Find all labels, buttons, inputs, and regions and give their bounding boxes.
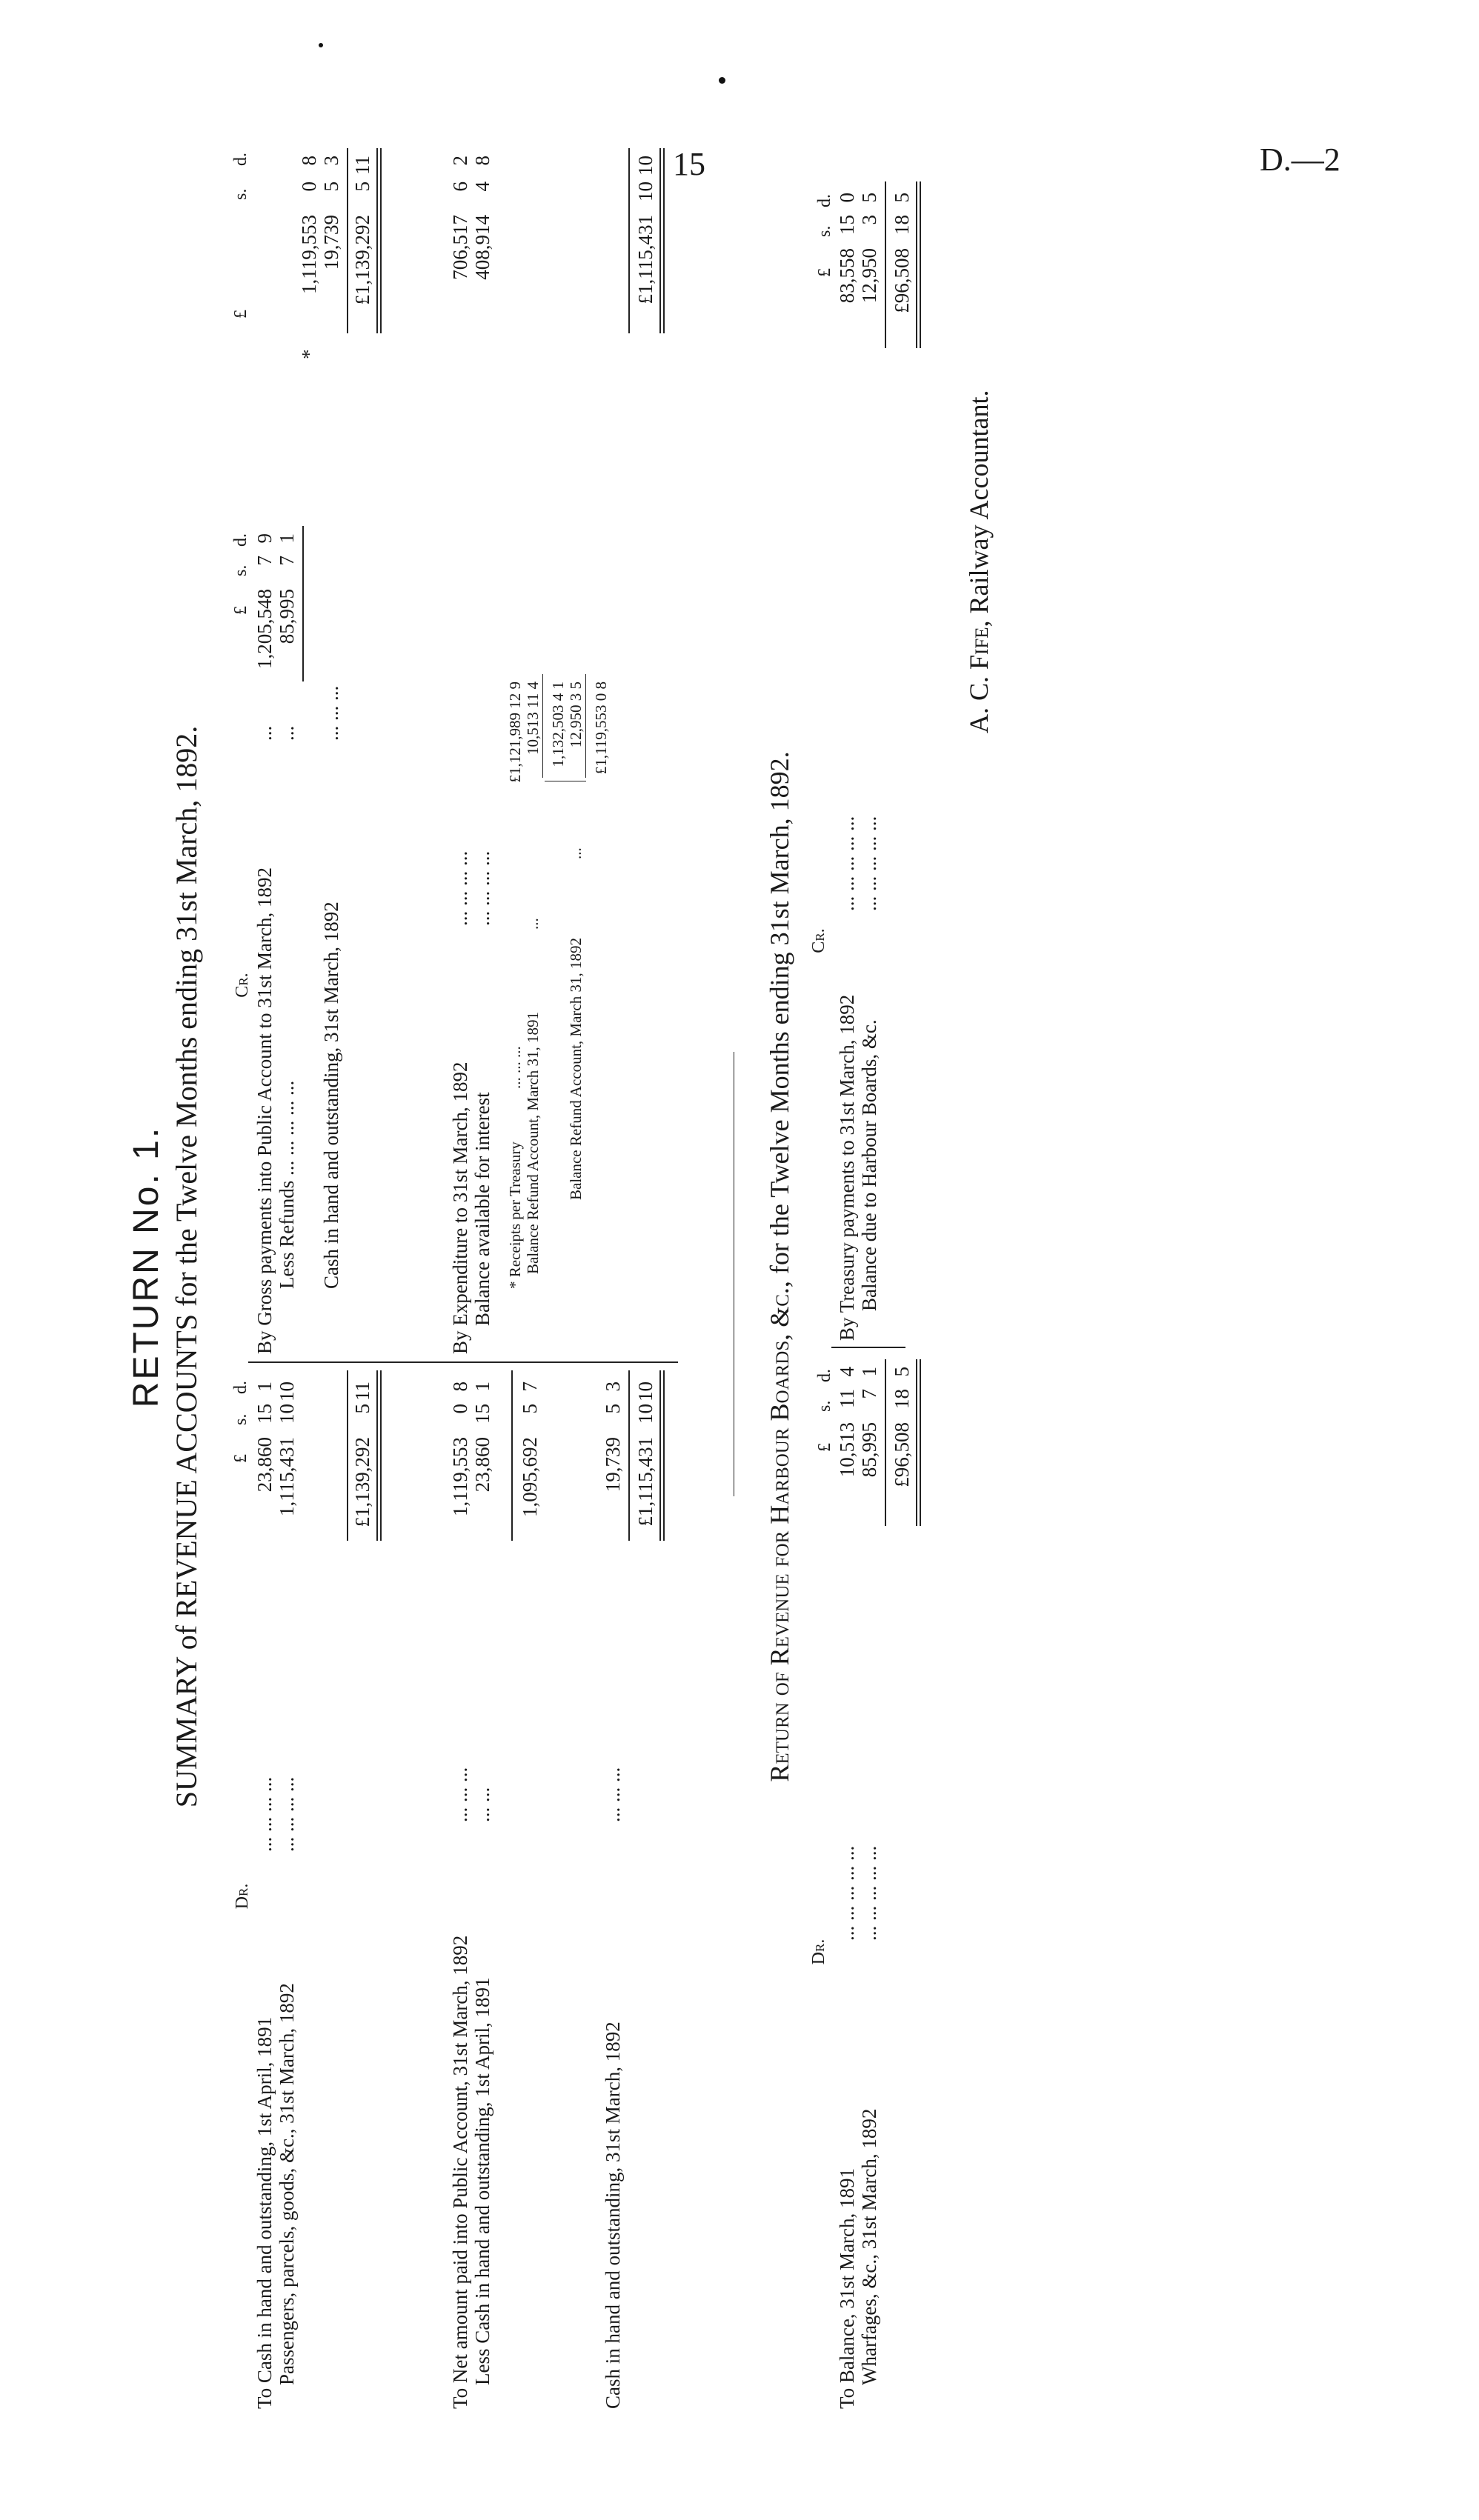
dr-row-4-dots: ... ... [471, 1787, 493, 1822]
harbour-dr-total-double-rule [916, 1359, 917, 1526]
harbour-cr-label: Cr. [809, 928, 828, 953]
cr-row-1-dots: ... [253, 725, 276, 741]
cr-mid-d-header: d. [231, 533, 250, 547]
return-title: RETURN No. 1. [127, 1125, 166, 1408]
cr-total-1-double-rule [376, 148, 378, 333]
harbour-dr-row-1-dots: ... ... ... ... ... [836, 1845, 858, 1941]
dr-row-2-s: 10 [276, 1404, 298, 1424]
harbour-dr-total-d: 5 [891, 1367, 913, 1377]
cr-row-3-dots: ... ... ... ... [449, 850, 471, 926]
footnote-total-amount: £1,119,553 0 8 [592, 681, 610, 775]
harbour-cr-row-1-dots: ... ... ... ... ... [836, 816, 858, 911]
dr-total-1-d: 11 [351, 1381, 373, 1401]
cr-right-pound-header: £ [231, 310, 250, 319]
harbour-divider [831, 1347, 905, 1348]
dr-row-1-pounds: 23,860 [253, 1437, 276, 1493]
dr-total-2-double-rule-2 [663, 1370, 665, 1541]
harbour-cr-total-pounds: £96,508 [891, 248, 913, 313]
dr-d-header: d. [231, 1381, 250, 1394]
harbour-cr-pound-header: £ [815, 268, 834, 277]
cr-row-3-pounds: 706,517 [449, 215, 471, 280]
harbour-cr-row-2-s: 3 [858, 215, 880, 225]
harbour-cr-total-s: 18 [891, 215, 913, 235]
cr-row-2-s: 7 [276, 556, 298, 566]
harbour-dr-total-s: 18 [891, 1389, 913, 1409]
harbour-cr-row-1-d: 0 [836, 193, 858, 203]
cr-net-d: 8 [298, 156, 320, 166]
cr-net-marker: * [298, 349, 320, 359]
footnote-rule-1 [542, 674, 543, 778]
dr-row-5-dots: ... ... ... [602, 1767, 624, 1822]
dr-s-header: s. [231, 1413, 250, 1425]
harbour-cr-total-double-rule-2 [920, 181, 921, 348]
dr-row-2-label: Passengers, parcels, goods, &c., 31st March, 1892 [276, 1983, 298, 2385]
cr-total-1-s: 5 [351, 181, 373, 192]
cr-row-2-pounds: 85,995 [276, 589, 298, 644]
cr-row-2-label: Less Refunds ... ... ... ... ... [276, 1080, 298, 1289]
dr-total-1-s: 5 [351, 1404, 373, 1414]
dr-row-4-s: 15 [471, 1404, 493, 1424]
cr-row-1-pounds: 1,205,548 [253, 589, 276, 669]
cr-row-3-s: 6 [449, 181, 471, 192]
dr-row-2-d: 10 [276, 1381, 298, 1401]
cr-row-1-s: 7 [253, 556, 276, 566]
footnote-receipts-amount: £1,121,989 12 9 [506, 681, 524, 783]
harbour-cr-d-header: d. [815, 194, 834, 207]
speck [719, 77, 725, 84]
signature [963, 390, 994, 733]
dr-row-2-dots: ... ... ... ... [276, 1776, 298, 1852]
document-id: D.—2 [1260, 141, 1340, 178]
footnote-subtotal-amount: 1,132,503 4 1 [549, 681, 567, 767]
harbour-cr-row-2-dots: ... ... ... ... ... [858, 816, 880, 911]
cr-label: Cr. [233, 973, 252, 998]
cr-total-1-pounds: £1,139,292 [351, 215, 373, 305]
dr-row-1-s: 15 [253, 1404, 276, 1424]
dr-total-1-pounds: £1,139,292 [351, 1437, 373, 1527]
harbour-dr-row-2-d: 1 [858, 1367, 880, 1377]
rotated-content [111, 119, 1371, 2415]
cr-net-s: 0 [298, 181, 320, 192]
summary-title-prefix: SUMMARY of REVENUE ACCOUNTS for the [170, 1228, 203, 1808]
footnote-refund-1891-dots: ... [524, 918, 542, 930]
cr-net-rule [302, 526, 304, 681]
dr-subtotal-d: 7 [519, 1381, 541, 1392]
harbour-cr-total-d: 5 [891, 193, 913, 203]
harbour-dr-label: Dr. [809, 1939, 828, 1965]
harbour-title [763, 119, 796, 2415]
cr-mid-s-header: s. [231, 564, 250, 576]
signature-name: A. C. Fife, [964, 620, 994, 733]
summary-title-rest: Twelve Months ending 31st March, 1892. [170, 725, 203, 1222]
dr-subtotal-pounds: 1,095,692 [519, 1437, 541, 1517]
dr-subtotal-rule [511, 1370, 513, 1541]
harbour-dr-row-1-d: 4 [836, 1367, 858, 1377]
cr-row-3-label: By Expenditure to 31st March, 1892 [449, 1061, 471, 1354]
footnote-refund-1892-label: Balance Refund Account, March 31, 1892 [567, 938, 585, 1200]
harbour-dr-s-header: s. [815, 1400, 834, 1412]
cr-row-3-d: 2 [449, 156, 471, 166]
dr-total-1-rule [347, 1370, 348, 1541]
dr-row-1-label: To Cash in hand and outstanding, 1st April, 1891 [253, 2016, 276, 2409]
dr-cr-divider [248, 1361, 678, 1363]
dr-row-4-pounds: 23,860 [471, 1437, 493, 1493]
cr-row-2-d: 1 [276, 533, 298, 544]
harbour-dr-row-2-s: 7 [858, 1389, 880, 1399]
cr-row-4-label: Balance available for interest [471, 1092, 493, 1326]
cr-total-2-double-rule [659, 148, 661, 333]
speck [319, 43, 323, 47]
dr-row-3-pounds: 1,119,553 [449, 1437, 471, 1516]
cr-cash-dots: ... ... ... [320, 685, 342, 741]
harbour-dr-total-pounds: £96,508 [891, 1422, 913, 1487]
cr-row-4-d: 8 [471, 156, 493, 166]
dr-row-4-d: 1 [471, 1381, 493, 1392]
cr-cash-s: 5 [320, 181, 342, 192]
harbour-dr-pound-header: £ [815, 1443, 834, 1452]
harbour-dr-row-2-pounds: 85,995 [858, 1422, 880, 1478]
dr-row-3-s: 0 [449, 1404, 471, 1414]
harbour-dr-row-2-label: Wharfages, &c., 31st March, 1892 [858, 2108, 880, 2385]
dr-row-3-d: 8 [449, 1381, 471, 1392]
harbour-cr-total-double-rule [916, 181, 917, 348]
harbour-dr-d-header: d. [815, 1369, 834, 1382]
dr-total-1-double-rule [376, 1370, 378, 1541]
harbour-dr-row-1-pounds: 10,513 [836, 1422, 858, 1478]
cr-total-1-double-rule-2 [380, 148, 382, 333]
cr-row-1-d: 9 [253, 533, 276, 544]
harbour-dr-row-1-label: To Balance, 31st March, 1891 [836, 2167, 858, 2409]
dr-row-1-dots: ... ... ... ... [253, 1776, 276, 1852]
cr-total-2-d: 10 [634, 156, 657, 176]
harbour-dr-row-2-dots: ... ... ... ... ... [858, 1845, 880, 1941]
harbour-title-prefix: Return of Revenue for Harbour Boards, &c., [765, 1281, 794, 1782]
footnote-receipts-label: * Receipts per Treasury [506, 1141, 524, 1289]
dr-row-5-d: 3 [602, 1381, 624, 1392]
dr-total-1-double-rule-2 [380, 1370, 382, 1541]
harbour-dr-total-double-rule-2 [920, 1359, 921, 1526]
dr-total-2-rule [628, 1370, 630, 1541]
harbour-title-rest: for the Twelve Months ending 31st March, 1892. [765, 751, 794, 1275]
harbour-cr-row-1-label: By Treasury payments to 31st March, 1892 [836, 994, 858, 1341]
cr-row-4-pounds: 408,914 [471, 215, 493, 280]
footnote-refund-1891-label: Balance Refund Account, March 31, 1891 [524, 1012, 542, 1274]
dr-row-1-d: 1 [253, 1381, 276, 1392]
dr-row-5-s: 5 [602, 1404, 624, 1414]
cr-row-2-dots: ... [276, 725, 298, 741]
cr-cash-d: 3 [320, 156, 342, 166]
harbour-cr-row-2-label: Balance due to Harbour Boards, &c. [858, 1019, 880, 1311]
cr-total-2-s: 10 [634, 181, 657, 201]
harbour-dr-total-rule [885, 1359, 886, 1526]
dr-row-5-label: Cash in hand and outstanding, 31st March, 1892 [602, 2021, 624, 2409]
footnote-refund-1892-amount: 12,950 3 5 [567, 681, 585, 748]
cr-total-1-d: 11 [351, 156, 373, 175]
cr-row-4-dots: ... ... ... ... [471, 850, 493, 926]
dr-subtotal-s: 5 [519, 1404, 541, 1414]
dr-row-3-dots: ... ... ... [449, 1767, 471, 1822]
cr-cash-label: Cash in hand and outstanding, 31st March, 1892 [320, 901, 342, 1289]
footnote-rule-2 [585, 674, 586, 778]
harbour-cr-total-rule [885, 181, 886, 348]
cr-cash-pounds: 19,739 [320, 215, 342, 270]
footnote-refund-1892-dots: ... [567, 847, 585, 859]
dr-row-5-pounds: 19,739 [602, 1437, 624, 1493]
cr-right-s-header: s. [231, 188, 250, 200]
harbour-cr-row-1-pounds: 83,558 [836, 248, 858, 304]
summary-title [169, 119, 205, 2415]
dr-pound-header: £ [231, 1454, 250, 1463]
dr-row-3-label: To Net amount paid into Public Account, 31st March, 1892 [449, 1935, 471, 2409]
cr-net-pounds: 1,119,553 [298, 215, 320, 294]
cr-right-d-header: d. [231, 153, 250, 166]
dr-total-2-double-rule [659, 1370, 661, 1541]
cr-total-2-double-rule-2 [663, 148, 665, 333]
dr-total-2-s: 10 [634, 1404, 657, 1424]
dr-row-2-pounds: 1,115,431 [276, 1437, 298, 1516]
harbour-dr-row-1-s: 11 [836, 1389, 858, 1408]
cr-row-1-label: By Gross payments into Public Account to 31st March, 1892 [253, 867, 276, 1354]
cr-total-2-rule [628, 148, 630, 333]
dr-total-2-d: 10 [634, 1381, 657, 1401]
harbour-cr-row-2-pounds: 12,950 [858, 248, 880, 304]
dr-total-2-pounds: £1,115,431 [634, 1437, 657, 1527]
cr-mid-pound-header: £ [231, 606, 250, 615]
cr-row-4-s: 4 [471, 181, 493, 192]
footnote-refund-1891-amount: 10,513 11 4 [524, 681, 542, 755]
footnote-receipts-dots: ... ... ... [506, 1046, 524, 1089]
dr-label: Dr. [233, 1883, 252, 1910]
signature-title: Railway Accountant. [964, 390, 994, 614]
harbour-cr-row-1-s: 15 [836, 215, 858, 235]
page-number: 15 [673, 146, 705, 182]
cr-total-1-rule [347, 148, 348, 333]
dr-row-4-label: Less Cash in hand and outstanding, 1st April, 1891 [471, 1977, 493, 2385]
harbour-cr-s-header: s. [815, 225, 834, 237]
cr-total-2-pounds: £1,115,431 [634, 215, 657, 304]
harbour-cr-row-2-d: 5 [858, 193, 880, 203]
